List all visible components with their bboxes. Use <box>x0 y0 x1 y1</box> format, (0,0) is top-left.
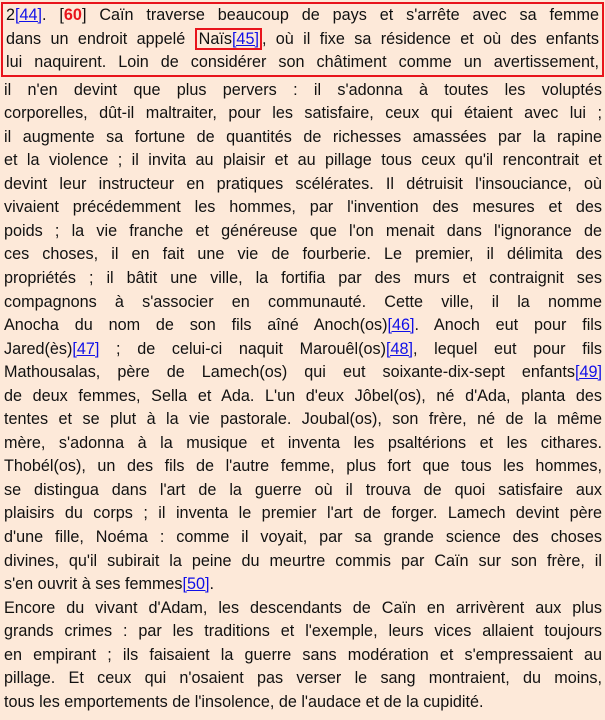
body-text <box>4 79 602 715</box>
footnote-link-50[interactable]: [50] <box>182 575 210 594</box>
text-line <box>6 28 599 52</box>
text-line: se distingua dans l'art de la guerre où il trouva de quoi satisfaire aux <box>4 480 602 499</box>
text-line <box>6 4 599 28</box>
place-name: Naïs <box>198 29 232 48</box>
text-line: grands crimes : par les traditions et l'exemple, leurs vices allaient toujours <box>4 622 602 641</box>
footnote-link-44[interactable]: [44] <box>15 6 43 24</box>
text-line <box>4 573 602 597</box>
text-line: propriétés ; il bâtit une ville, la fortifia par des murs et contraignit ses <box>4 269 602 288</box>
text-span: lui naquirent. Loin de considérer son châtiment comme un avertissement, <box>6 53 599 72</box>
punctuation: . [ <box>42 6 64 24</box>
footnote-link-46[interactable]: [46] <box>387 316 415 335</box>
text-span: . Anoch eut pour fils <box>414 316 603 335</box>
document-page <box>0 2 605 720</box>
punctuation: ] <box>81 6 87 24</box>
text-line: et la violence ; il invita au plaisir et au pillage tous ceux qu'il rencontrait et <box>4 151 602 170</box>
text-span: Mathousalas, père de Lamech(os) qui eut soixante-dix-sept enfants <box>4 363 575 382</box>
footnote-link-47[interactable]: [47] <box>72 339 100 358</box>
text-span: ; de celui-ci naquit Marouêl(os) <box>99 339 386 358</box>
text-line: corporelles, dût-il maltraiter, pour les satisfaire, ceux qui étaient avec lui ; <box>4 104 602 123</box>
text-span: , lequel eut pour fils <box>413 339 602 358</box>
text-span: s'en ouvrit à ses femmes <box>4 575 183 594</box>
footnote-link-49[interactable]: [49] <box>574 363 602 382</box>
text-line: il n'en devint que plus pervers : il s'adonna à toutes les voluptés <box>4 80 602 99</box>
highlighted-place-name <box>195 28 262 50</box>
text-line: Thobél(os), un des fils de l'autre femme, plus fort que tous les hommes, <box>4 457 602 476</box>
text-line: compagnons à s'associer en communauté. Cette ville, il la nomme <box>4 292 602 311</box>
text-line <box>4 361 602 385</box>
text-line: devint leur instructeur en pratiques scélérates. Il détruisit l'insouciance, où <box>4 174 602 193</box>
text-span: Anocha du nom de son fils aîné Anoch(os) <box>4 316 388 335</box>
highlighted-passage <box>1 2 604 77</box>
footnote-link-48[interactable]: [48] <box>385 339 413 358</box>
footnote-link-45[interactable]: [45] <box>231 29 259 48</box>
verse-number: 2 <box>6 6 16 24</box>
text-line: pillage. Et ceux qui n'osaient pas verser le sang montraient, du moins, <box>4 669 602 688</box>
text-line: tous les emportements de l'insolence, de l'audace et de la cupidité. <box>4 692 484 711</box>
text-span: , où il fixe sa résidence et où des enfants <box>261 29 600 48</box>
text-line: ces choses, il en fait une vie de fourberie. Le premier, il délimita des <box>4 245 602 264</box>
text-line <box>4 338 602 362</box>
text-line: mère, s'adonna à la musique et inventa les psaltérions et les cithares. <box>4 433 602 452</box>
text-span: dans un endroit appelé <box>6 29 195 48</box>
text-line: en empirant ; ils faisaient la guerre sans modération et s'empressaient au <box>4 645 602 664</box>
text-line: Encore du vivant d'Adam, les descendants de Caïn en arrivèrent aux plus <box>4 598 602 617</box>
text-line: divines, qu'il subirait la peine du meurtre commis par Caïn sur son frère, il <box>4 551 602 570</box>
text-span: . <box>209 575 215 594</box>
text-line: de deux femmes, Sella et Ada. L'un d'eux Jôbel(os), né d'Ada, planta des <box>4 386 602 405</box>
section-marker-60: 60 <box>63 6 82 24</box>
text-line: d'une fille, Noéma : comme il voyait, par sa grande science des choses <box>4 528 602 547</box>
text-line: vivaient précédemment les hommes, par l'invention des mesures et des <box>4 198 602 217</box>
text-span: Caïn traverse beaucoup de pays et s'arrête avec sa femme <box>86 6 599 24</box>
text-line <box>4 314 602 338</box>
text-line: tentes et se plut à la vie pastorale. Joubal(os), son frère, né de la même <box>4 410 602 429</box>
text-line: poids ; la vie franche et généreuse que l'on menait dans l'ignorance de <box>4 221 602 240</box>
text-span: Jared(ès) <box>4 339 73 358</box>
text-line: plaisirs du corps ; il inventa le premier l'art de forger. Lamech devint père <box>4 504 602 523</box>
text-line: il augmente sa fortune de quantités de richesses amassées par la rapine <box>4 127 602 146</box>
text-line <box>6 51 599 75</box>
